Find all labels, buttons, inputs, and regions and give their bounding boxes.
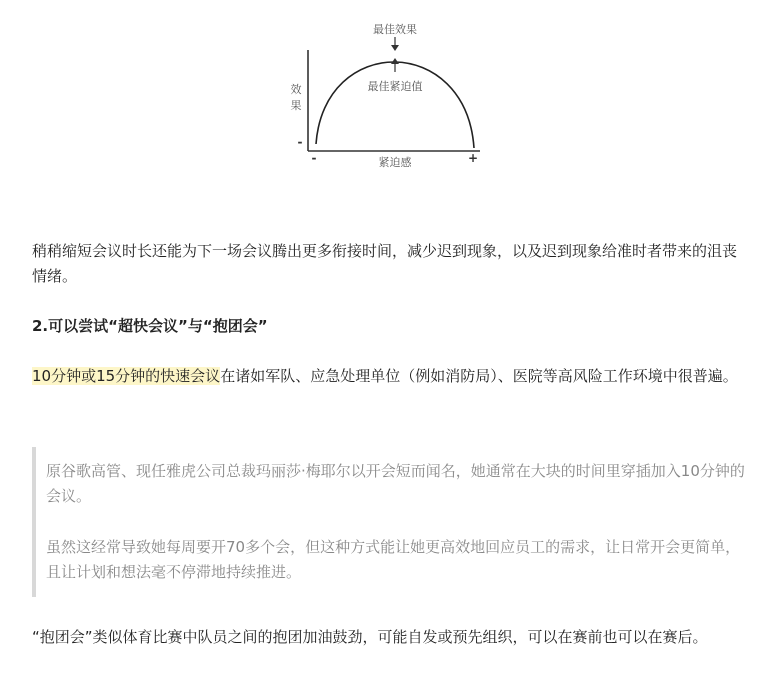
- y-axis-label-bottom: 果: [290, 99, 302, 112]
- peak-arrow-head: [391, 45, 399, 51]
- x-minus-sign: -: [311, 151, 317, 165]
- optimal-label: 最佳紧迫值: [367, 80, 423, 93]
- highlighted-text: 10分钟或15分钟的快速会议: [32, 367, 221, 385]
- effect-curve: [316, 62, 474, 148]
- peak-label: 最佳效果: [373, 23, 417, 36]
- paragraph-huddle-meetings: “抱团会”类似体育比赛中队员之间的抱团加油鼓劲，可能自发或预先组织，可以在赛前也可以在赛后。: [32, 628, 708, 646]
- urgency-effect-diagram: [284, 14, 500, 174]
- paragraph-quick-meetings-rest: 在诸如军队、应急处理单位（例如消防局）、医院等高风险工作环境中很普遍。: [220, 367, 738, 385]
- x-axis-label: 紧迫感: [378, 156, 412, 169]
- x-plus-sign: +: [467, 151, 479, 165]
- section-heading: 2.可以尝试“超快会议”与“抱团会”: [32, 317, 268, 335]
- blockquote-paragraph-1: 原谷歌高管、现任雅虎公司总裁玛丽莎·梅耶尔以开会短而闻名，她通常在大块的时间里穿插加入10分钟的会议。: [46, 462, 745, 505]
- paragraph-shorten-meetings: 稍稍缩短会议时长还能为下一场会议腾出更多衔接时间，减少迟到现象，以及迟到现象给准时者带来的沮丧情绪。: [32, 242, 738, 285]
- blockquote-bar: [32, 447, 36, 597]
- y-minus-sign: -: [297, 135, 303, 149]
- optimal-arrow-head: [391, 58, 399, 64]
- blockquote-paragraph-2: 虽然这经常导致她每周要开70多个会，但这种方式能让她更高效地回应员工的需求，让日常开会更简单，且让计划和想法毫不停滞地持续推进。: [46, 538, 741, 581]
- y-axis-label-top: 效: [290, 83, 302, 96]
- urgency-effect-figure: [284, 14, 500, 174]
- paragraph-quick-meetings: [32, 364, 748, 389]
